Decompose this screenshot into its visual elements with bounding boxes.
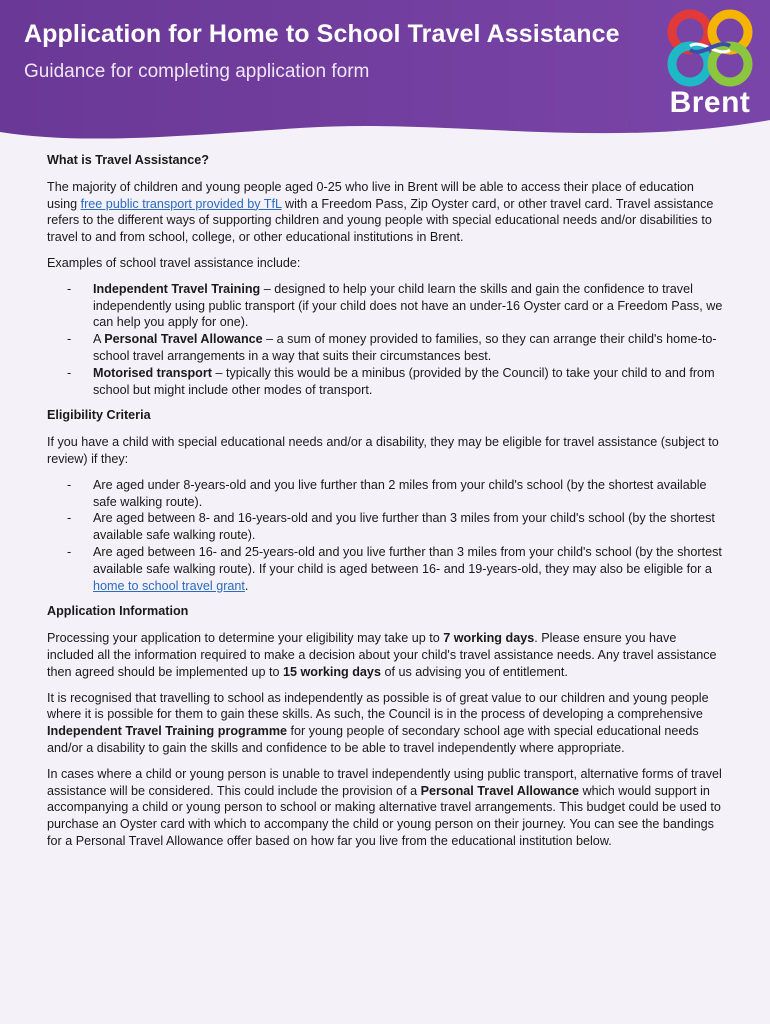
paragraph: Processing your application to determine your eligibility may take up to 7 working days. Please ensure you have included all the information required to make a decision about your child's travel assistance needs. Any travel assistance then agreed should be implemented up to 15 working days of us advising you of entitlement. (47, 631, 717, 679)
section-application (47, 603, 725, 849)
page-header (0, 0, 770, 150)
section-heading: Eligibility Criteria (47, 408, 151, 423)
travel-grant-link[interactable]: home to school travel grant (93, 578, 245, 593)
section-what-is (47, 152, 725, 398)
paragraph: It is recognised that travelling to school as independently as possible is of great value to our children and young people where it is possible for them to gain these skills. As such, the Council is in the process of developing a comprehensive Independent Travel Training programme for young people of secondary school age with special educational needs and/or a disability to gain the skills and confidence to be able to travel independently where appropriate. (47, 690, 709, 755)
brent-logo-icon (662, 8, 758, 88)
brent-logo-text: Brent (669, 86, 751, 119)
list-item: - Independent Travel Training – designed to help your child learn the skills and gain the confidence to travel independently using public transport (if your child does not have an under-16 Oyster card or a Freedom Pass, we can help you apply for one). (67, 281, 723, 330)
section-heading: What is Travel Assistance? (47, 153, 209, 167)
list-item: - Motorised transport – typically this would be a minibus (provided by the Council) to take your child to and from school but might include other modes of transport. (67, 365, 715, 397)
guidance-content (47, 152, 725, 859)
tfl-link[interactable]: free public transport provided by TfL (80, 196, 282, 211)
list-item: - Are aged between 16- and 25-years-old and you live further than 3 miles from your child's school (by the shortest available safe walking route). If your child is aged between 16- and 19-years-old, they may also be eligible for a home to school travel grant. (67, 544, 722, 593)
examples-list (47, 281, 725, 399)
page-subtitle: Guidance for completing application form (24, 61, 370, 82)
list-item: - Are aged under 8-years-old and you live further than 2 miles from your child's school (by the shortest available safe walking route). (67, 477, 707, 509)
section-eligibility (47, 407, 725, 594)
section-heading: Application Information (47, 604, 189, 619)
paragraph: In cases where a child or young person is unable to travel independently using public transport, alternative forms of travel assistance will be considered. This could include the provision of a Personal Travel Allowance which would support in accompanying a child or young person to school or making alternative travel arrangements. This budget could be used to purchase an Oyster card with which to accompany the child or young person on their journey. You can see the bandings for a Personal Travel Allowance offer based on how far you live from the educational institution below. (47, 766, 722, 848)
list-item: - Are aged between 8- and 16-years-old and you live further than 3 miles from your child's school (by the shortest available safe walking route). (67, 511, 715, 543)
list-item: - A Personal Travel Allowance – a sum of money provided to families, so they can arrange their child's home-to-school travel arrangements in a way that suits their circumstances best. (67, 332, 717, 363)
paragraph: The majority of children and young people aged 0-25 who live in Brent will be able to access their place of education using free public transport provided by TfL with a Freedom Pass, Zip Oyster card, or other travel card. Travel assistance refers to the different ways of supporting children and young people with special educational needs and/or disabilities to travel to and from school, college, or other educational institutions in Brent. (47, 179, 714, 245)
page-title: Application for Home to School Travel Assistance (24, 20, 620, 48)
paragraph: Examples of school travel assistance include: (47, 255, 301, 270)
brent-logo (662, 8, 758, 126)
paragraph: If you have a child with special educational needs and/or a disability, they may be eligible for travel assistance (subject to review) if they: (47, 435, 719, 466)
eligibility-list (47, 477, 725, 595)
